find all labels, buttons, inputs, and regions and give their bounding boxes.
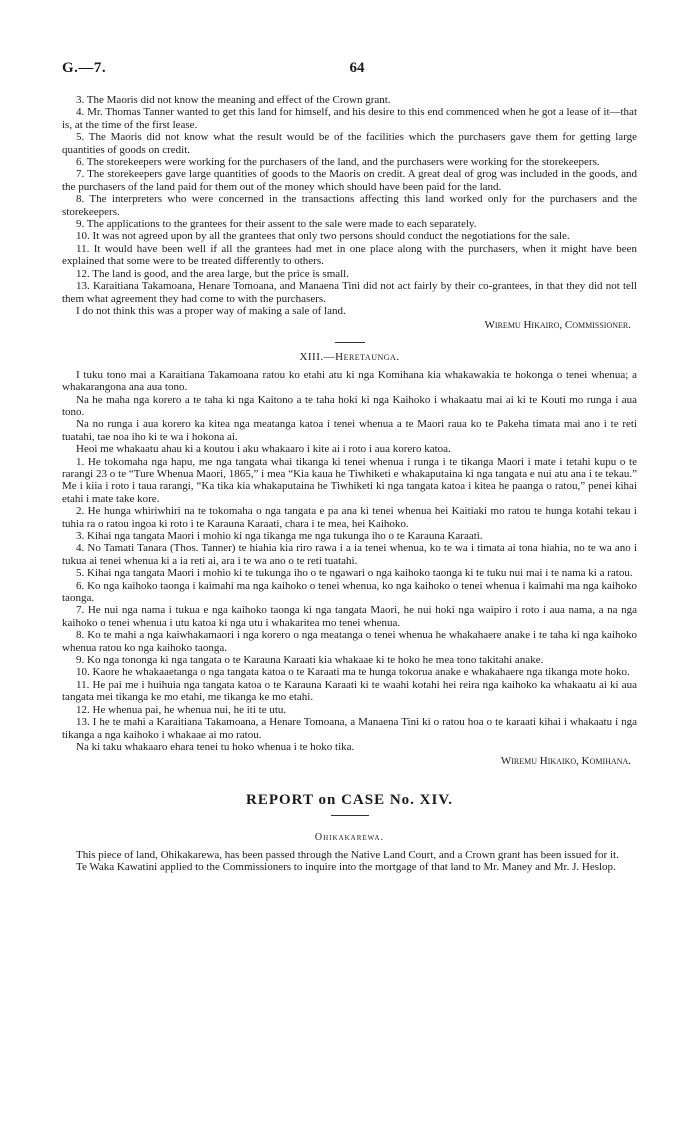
maori-paragraph: Na ki taku whakaaro ehara tenei tu hoko whenua i te hoko tika. (76, 740, 355, 753)
report-paragraph: Te Waka Kawatini applied to the Commissioners to inquire into the mortgage of that land to Mr. Maney and Mr. J. Heslop. (76, 861, 616, 874)
finding-paragraph: 3. The Maoris did not know the meaning and effect of the Crown grant. (76, 94, 391, 106)
maori-paragraph: Na no runga i aua korero ka kitea nga meatanga katoa i tenei whenua a te Maori raua ko te Pakeha timata mai ano i te reti tuatahi, tae noa iho ki te wa i hokona ai. (62, 418, 637, 443)
section-xiii (62, 351, 637, 768)
maori-paragraph: 6. Ko nga kaihoko taonga i kaimahi ma nga kaihoko o tenei whenua, ko nga kaihoko o tenei whenua i kaimahi ma nga kaihoko taonga. (62, 579, 637, 605)
maori-paragraph: 1. He tokomaha nga hapu, me nga tangata whai tikanga ki tenei whenua i runga i te tikanga Maori i mate i tetahi kupu o te rarangi 23 o te “Ture Whenua Maori, 1865,” i mea “Kia kaua he Tiwhiketi e whakaputaina ki nga tangata e nui atu ana i te tekau.” Me i kiia i roto i taua rarangi, “Ka tika kia whakaputaina he Tiwhiketi ki nga tangata katoa i kitea he paanga o ratou,” penei kihai etahi i mate take kore. (62, 455, 637, 505)
finding-paragraph: 13. Karaitiana Takamoana, Henare Tomoana, and Manaena Tini did not act fairly by their co-grantees, in that they did not tell them what agreement they had come to with the purchasers. (62, 280, 637, 305)
report-section (62, 792, 637, 874)
maori-paragraph: Heoi me whakaatu ahau ki a koutou i aku whakaaro i kite ai i roto i aua korero katoa. (76, 443, 451, 456)
finding-paragraph: 7. The storekeepers gave large quantities of goods to the Maoris on credit. A great deal of grog was included in the goods, and the purchasers of the land paid for them out of the money which should have been paid for the land. (62, 168, 637, 193)
finding-paragraph: 9. The applications to the grantees for their assent to the sale were made to each separately. (76, 218, 477, 231)
maori-paragraph: 9. Ko nga tononga ki nga tangata o te Karauna Karaati kia whakaae ki te hoko he mea tono takitahi anake. (76, 654, 544, 667)
report-title-divider (331, 815, 369, 816)
maori-paragraph: 11. He pai me i huihuia nga tangata katoa o te Karauna Karaati ki te waahi kotahi hei reira nga kaihoko ka whakaatu ai ki aua tangata mei tikanga ke mo etahi, me tikanga ke mo etahi. (62, 678, 637, 704)
maori-paragraph: 8. Ko te mahi a nga kaiwhakamaori i nga korero o nga meatanga o tenei whenua he whakahaere anake i te taha ki nga kaihoko whenua ratou ko nga kaihoko taonga. (62, 629, 637, 654)
finding-paragraph: I do not think this was a proper way of making a sale of land. (76, 304, 346, 317)
report-subtitle: Ohikakarewa. (314, 831, 385, 843)
finding-paragraph: 8. The interpreters who were concerned in the transactions affecting this land worked only for the purchasers and the storekeepers. (62, 193, 637, 218)
finding-paragraph: 10. It was not agreed upon by all the grantees that only two persons should conduct the negotiations for the sale. (76, 230, 570, 243)
maori-paragraph: 2. He hunga whiriwhiri na te tokomaha o nga tangata e pa ana ki tenei whenua hei Kaitiaki mo ratou te hunga kotahi tekau i tuhia ra o ratou ingoa ki roto i te Karauna Karaati, chara i te mea, hei Kaihoko. (62, 505, 637, 530)
maori-paragraph: I tuku tono mai a Karaitiana Takamoana ratou ko etahi atu ki nga Komihana kia whakawakia te hokonga o tenei whenua; a whakarangona ana aua tono. (62, 368, 637, 394)
section-divider (335, 342, 365, 343)
page-number: 64 (349, 60, 365, 76)
signature-maori: Wiremu Hikaiko, Komihana. (500, 755, 631, 768)
report-paragraph: This piece of land, Ohikakarewa, has been passed through the Native Land Court, and a Crown grant has been issued for it. (76, 848, 619, 861)
maori-paragraph: 3. Kihai nga tangata Maori i mohio ki nga tikanga me nga tukunga iho o te Karauna Karaati. (76, 530, 483, 542)
signature-english: Wiremu Hikairo, Commissioner. (484, 319, 631, 332)
section-title: XIII.—Heretaunga. (299, 350, 400, 363)
maori-paragraph: 5. Kihai nga tangata Maori i mohio ki te tukunga iho o te ngawari o nga kaihoko taonga ki te tuku nui mai i te nama ki a ratou. (76, 567, 633, 580)
maori-paragraph: 12. He whenua pai, he whenua nui, he iti te utu. (76, 703, 287, 716)
finding-paragraph: 11. It would have been well if all the grantees had met in one place along with the purchasers, when it might have been explained that some were to be treated differently to others. (62, 242, 637, 268)
maori-paragraph: 4. No Tamati Tanara (Thos. Tanner) te hiahia kia riro rawa i a ia tenei whenua, ko te wa i timata ai tona hiahia, no te wa ano i tukua ai tenei whenua ki a ia reti ai, ara i te wa ano o te reti tuatahi. (62, 542, 637, 567)
page-body (62, 94, 637, 874)
finding-paragraph: 4. Mr. Thomas Tanner wanted to get this land for himself, and his desire to this end commenced when he got a lease of it—that is, at the time of the first lease. (62, 106, 637, 131)
report-title: REPORT on CASE No. XIV. (246, 791, 453, 808)
maori-paragraph: Na he maha nga korero a te taha ki nga Kaitono a te taha hoki ki nga Kaihoko i whakaatu mai ai ki te Kouti mo runga i aua tono. (62, 393, 637, 418)
finding-paragraph: 6. The storekeepers were working for the purchasers of the land, and the purchasers were working for the storekeepers. (76, 156, 600, 169)
maori-paragraph: 10. Kaore he whakaaetanga o nga tangata katoa o te Karaati ma te hunga tokorua anake e whakahaere nga tikanga mote hoko. (76, 666, 630, 679)
document-reference: G.—7. (62, 60, 107, 76)
maori-paragraph: 7. He nui nga nama i tukua e nga kaihoko taonga ki nga tangata Maori, he nui hoki nga waipiro i roto i aua nama, a na nga kaihoko o tenei whenua i utu katoa ki nga utu i whakaritea mo tenei whenua. (62, 604, 637, 629)
page-header (62, 60, 652, 80)
english-findings (62, 94, 637, 332)
finding-paragraph: 5. The Maoris did not know what the result would be of the facilities which the purchasers gave them for getting large quantities of goods on credit. (62, 131, 637, 156)
maori-paragraph: 13. I he te mahi a Karaitiana Takamoana, a Henare Tomoana, a Manaena Tini ki o ratou hoa o te karaati kihai i whakaatu i nga tikanga a nga kaihoko i whakaae ai mo ratou. (62, 716, 637, 741)
finding-paragraph: 12. The land is good, and the area large, but the price is small. (76, 267, 349, 280)
